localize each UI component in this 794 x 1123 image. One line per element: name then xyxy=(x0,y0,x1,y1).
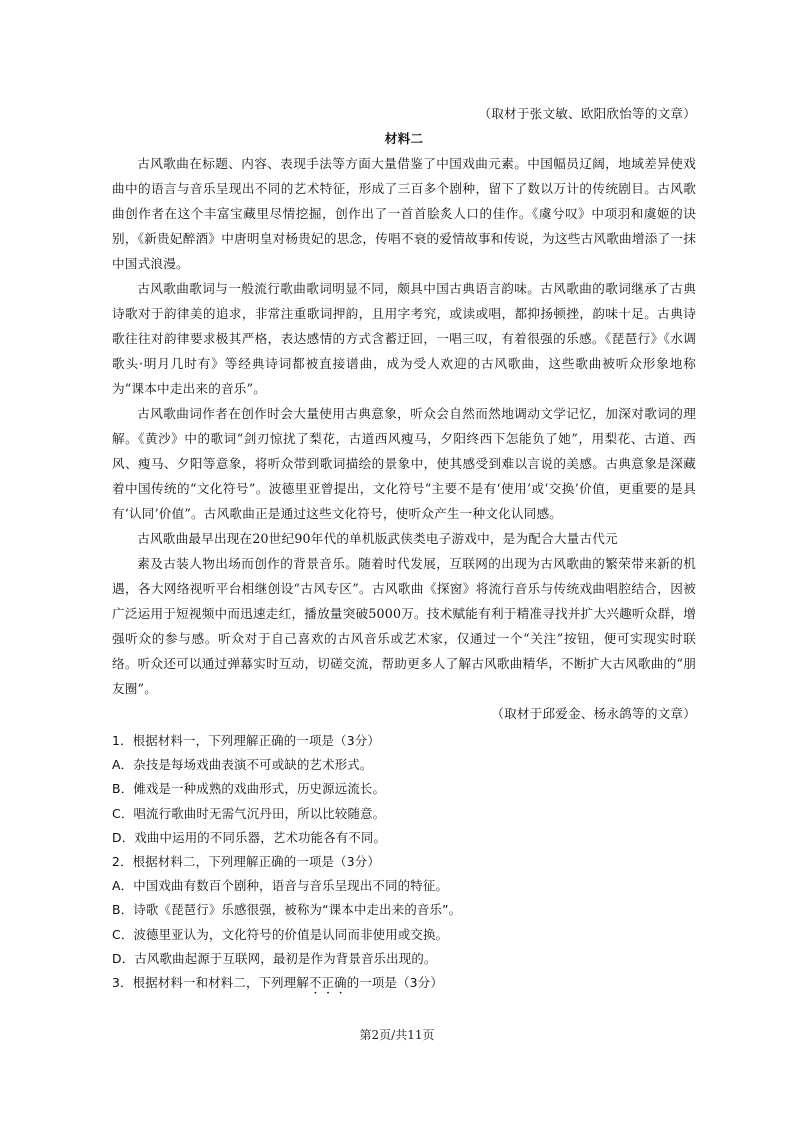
questions-section xyxy=(112,729,696,997)
question-2-option-d: D．古风歌曲起源于互联网，最初是作为背景音乐出现的。 xyxy=(112,950,437,966)
question-1-option-b: B．傩戏是一种成熟的戏曲形式，历史源远流长。 xyxy=(112,781,386,797)
question-2-stem: 2．根据材料二，下列理解正确的一项是（3分） xyxy=(112,854,380,870)
material2-title: 材料二 xyxy=(384,131,424,146)
material2-paragraph-4: 古风歌曲最早出现在20世纪90年代的单机版武侠类电子游戏中，是为配合大量古代元 xyxy=(137,531,618,546)
question-1-stem: 1．根据材料一，下列理解正确的一项是（3分） xyxy=(112,733,380,748)
material1-source: （取材于张文敏、欧阳欣怡等的文章） xyxy=(478,106,696,121)
material2-source: （取材于邱爱金、杨永鸽等的文章） xyxy=(491,706,696,721)
question-2-option-c: C．波德里亚认为，文化符号的价值是认同而非使用或交换。 xyxy=(112,926,449,942)
page-content xyxy=(112,101,696,997)
material2-paragraph-2: 古风歌曲歌词与一般流行歌曲歌词明显不同，颇具中国古典语言韵味。古风歌曲的歌词继承了古典诗歌对于韵律美的追求，非常注重歌词押韵，且用字考究，或读或唱，都抑扬顿挫，韵味十足。古典诗歌往往对韵律要求极其严格，表达感情的方式含蓄迂回，一唱三叹，有着很强的乐感。《琵琶行》《水调歌头·明月几时有》等经典诗词都被直接谱曲，成为受人欢迎的古风歌曲，这些歌曲被听众形象地称为“课本中走出来的音乐”。 xyxy=(112,281,696,396)
question-3-stem-emphasis: 不正确 xyxy=(308,975,347,991)
material2-paragraph-1: 古风歌曲在标题、内容、表现手法等方面大量借鉴了中国戏曲元素。中国幅员辽阔，地域差异使戏曲中的语言与音乐呈现出不同的艺术特征，形成了三百多个剧种，留下了数以万计的传统剧目。古风歌曲创作者在这个丰富宝藏里尽情挖掘，创作出了一首首脍炙人口的佳作。《虞兮叹》中项羽和虞姬的诀别，《新贵妃醉酒》中唐明皇对杨贵妃的思念，传唱不衰的爱情故事和传说，为这些古风歌曲增添了一抹中国式浪漫。 xyxy=(112,156,696,271)
question-3-stem-before: 3．根据材料一和材料二，下列理解 xyxy=(112,975,309,991)
material2-paragraph-5: 素及古装人物出场而创作的背景音乐。随着时代发展，互联网的出现为古风歌曲的繁荣带来新的机遇，各大网络视听平台相继创设“古风专区”。古风歌曲《探窗》将流行音乐与传统戏曲唱腔结合，因被广泛运用于短视频中而迅速走红，播放量突破5000万。技术赋能有利于精准寻找并扩大兴趣听众群，增强听众的参与感。听众对于自己喜欢的古风音乐或艺术家，仅通过一个“关注”按钮，便可实现实时联络。听众还可以通过弹幕实时互动，切磋交流，帮助更多人了解古风歌曲精华，不断扩大古风歌曲的“朋友圈”。 xyxy=(112,556,696,696)
page-footer: 第2页/共11页 xyxy=(359,1028,435,1042)
question-3-stem xyxy=(112,971,696,997)
question-1-option-c: C．唱流行歌曲时无需气沉丹田，所以比较随意。 xyxy=(112,805,386,821)
material2-paragraph-3: 古风歌曲词作者在创作时会大量使用古典意象，听众会自然而然地调动文学记忆，加深对歌词的理解。《黄沙》中的歌词“剑刃惊扰了梨花，古道西风瘦马，夕阳终西下怎能负了她”，用梨花、古道、西风、瘦马、夕阳等意象，将听众带到歌词描绘的景象中，使其感受到难以言说的美感。古典意象是深藏着中国传统的“文化符号”。波德里亚曾提出，文化符号“主要不是有‘使用’或‘交换’价值，更重要的是具有‘认同’价值”。古风歌曲正是通过这些文化符号，使听众产生一种文化认同感。 xyxy=(112,406,696,521)
question-2-option-a: A．中国戏曲有数百个剧种，语音与音乐呈现出不同的特征。 xyxy=(112,878,449,894)
question-2-option-b: B．诗歌《琵琶行》乐感很强，被称为“课本中走出来的音乐”。 xyxy=(112,902,462,918)
question-3-stem-after: 的一项是（3分） xyxy=(346,975,443,991)
question-1-option-a: A．杂技是每场戏曲表演不可或缺的艺术形式。 xyxy=(112,757,373,773)
question-1-option-d: D．戏曲中运用的不同乐器，艺术功能各有不同。 xyxy=(112,829,387,845)
